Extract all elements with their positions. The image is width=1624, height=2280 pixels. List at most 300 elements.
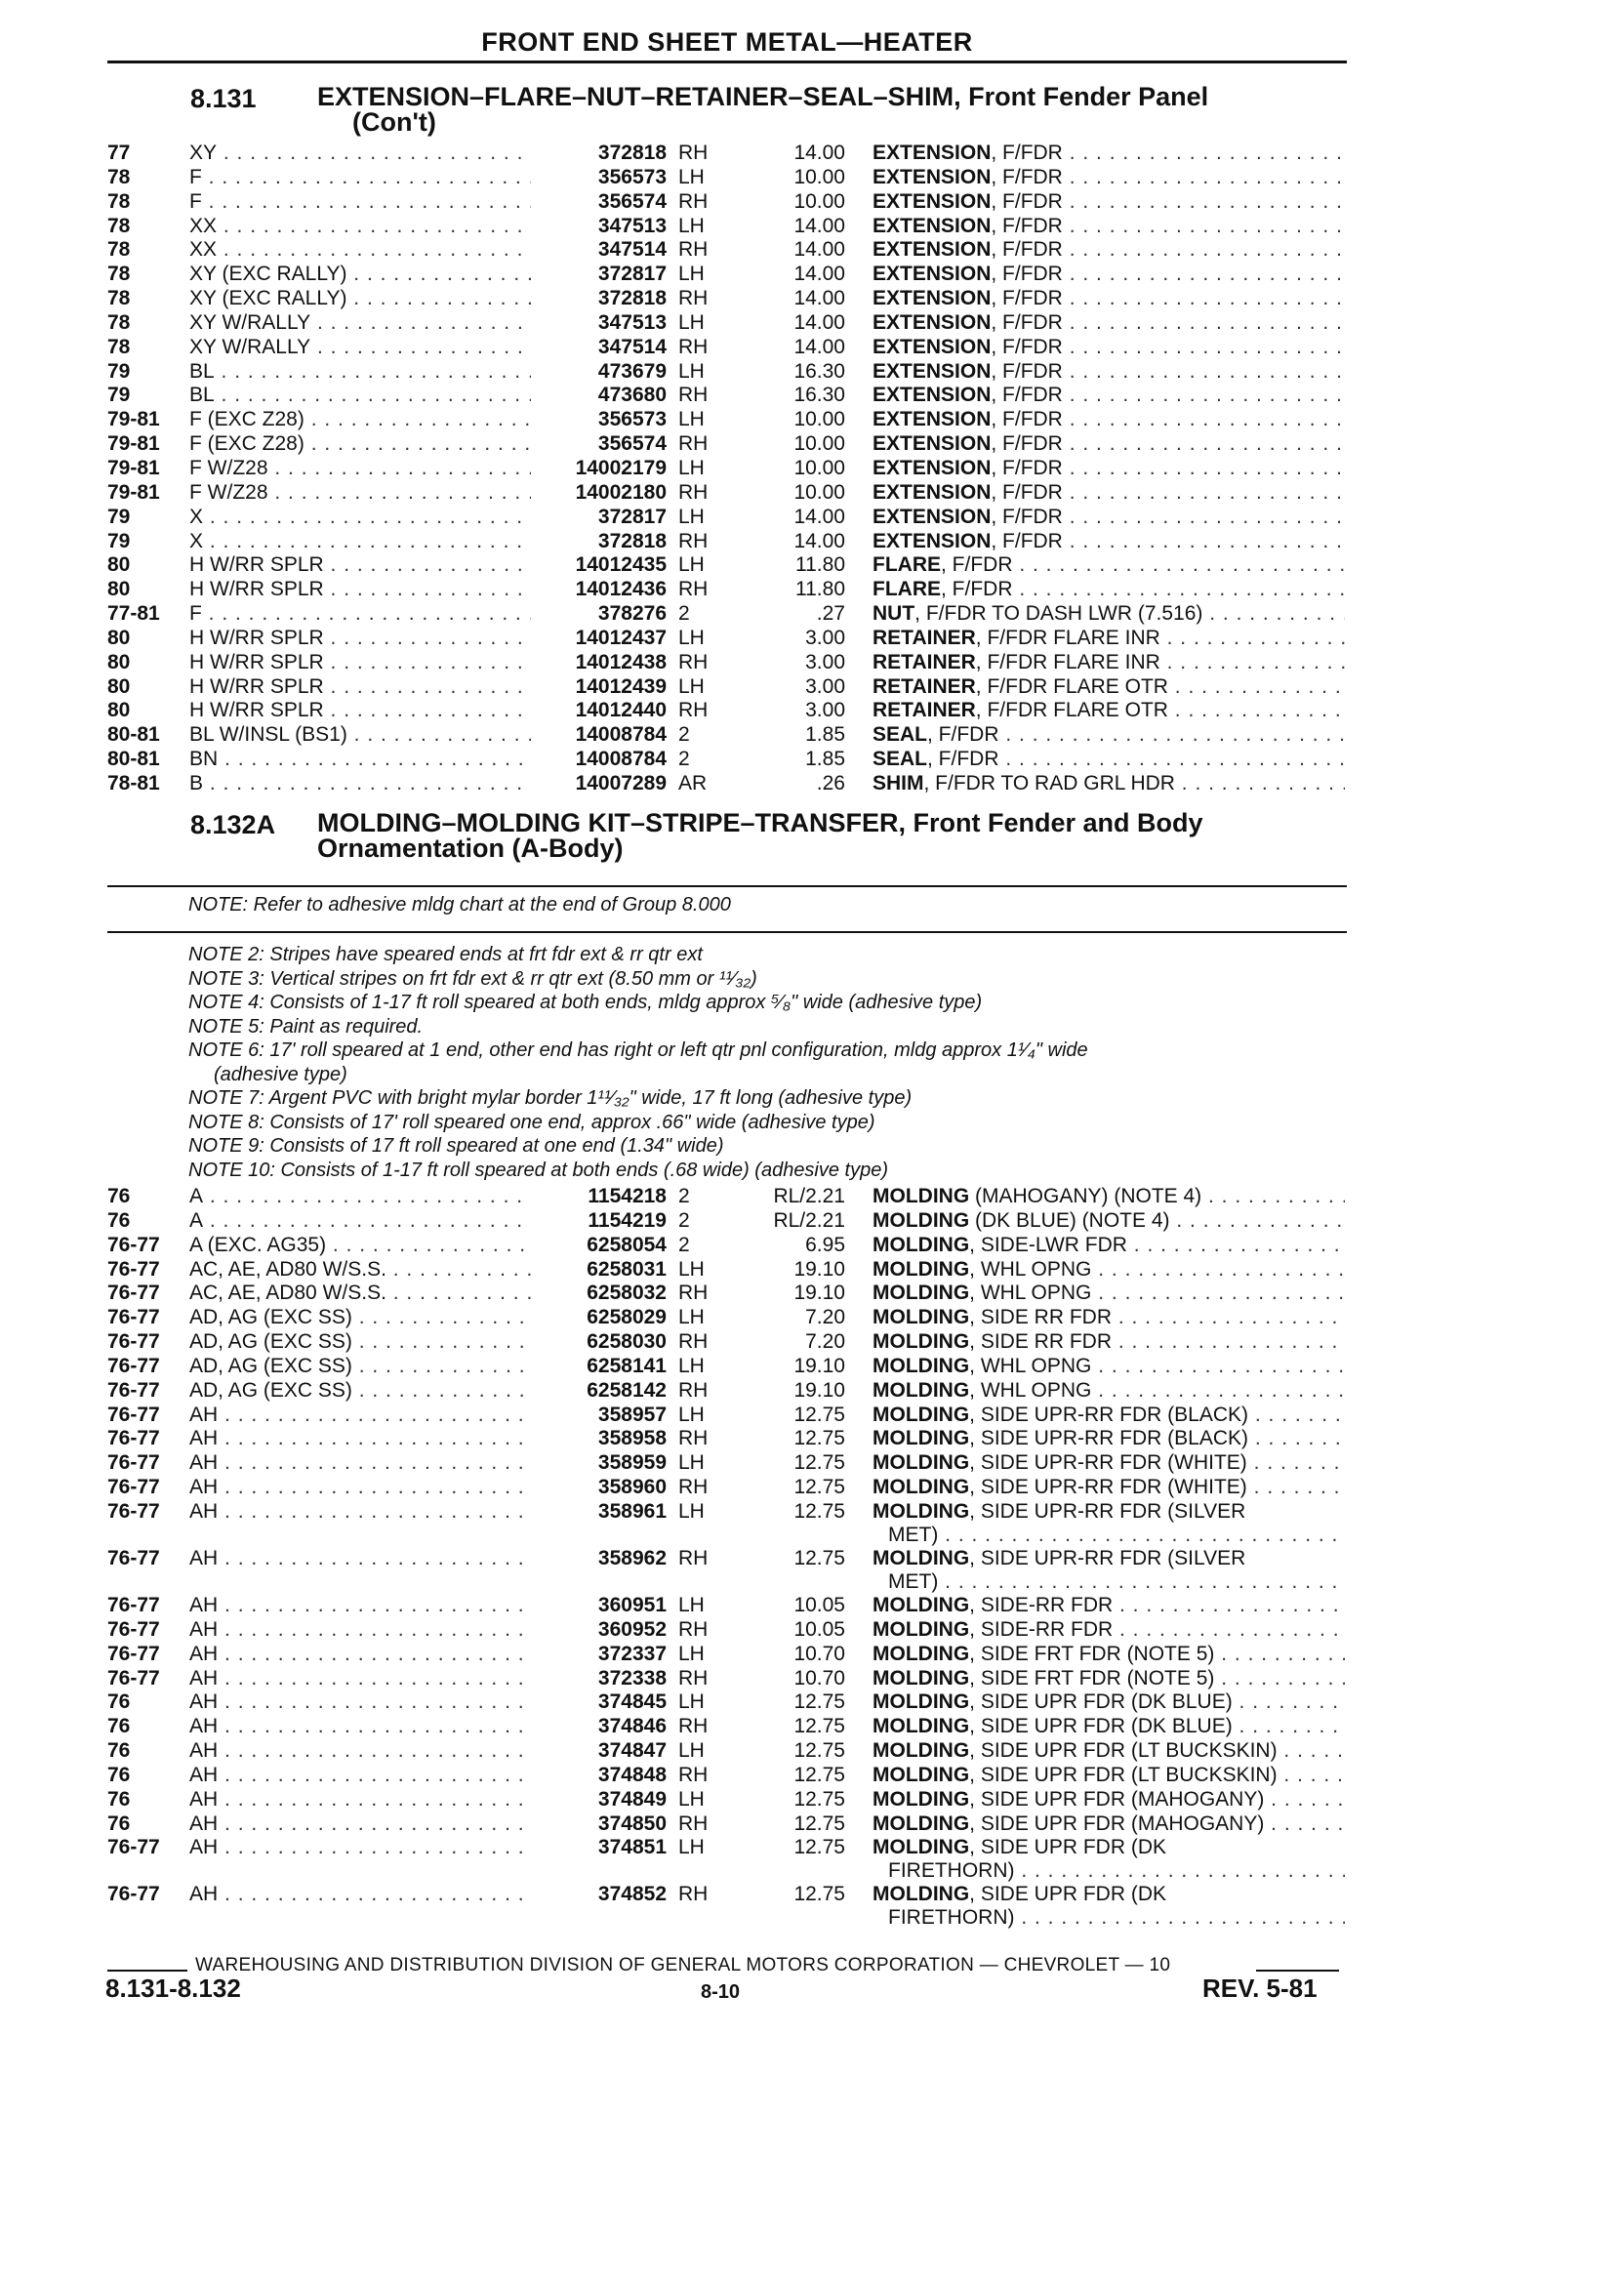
part-name-detail: , F/FDR <box>991 214 1063 237</box>
part-name-detail: , F/FDR <box>991 142 1063 164</box>
part-name-keyword: EXTENSION <box>873 238 992 262</box>
parts-row <box>0 1330 1366 1355</box>
part-name <box>873 1764 1345 1788</box>
side-or-quantity: LH <box>678 1403 705 1426</box>
part-name-keyword: MOLDING <box>873 1403 970 1426</box>
price: .27 <box>816 602 845 626</box>
series-description: AH . . . <box>189 1618 531 1643</box>
part-name-detail: , SIDE UPR FDR (LT BUCKSKIN) <box>969 1739 1278 1763</box>
footer-section-range: 8.131-8.132 <box>105 1974 241 2003</box>
part-number: 356573 <box>597 165 667 188</box>
side-or-quantity: LH <box>678 674 705 698</box>
side-or-quantity: 2 <box>678 1185 690 1207</box>
side-or-quantity: RH <box>678 699 709 722</box>
side-or-quantity: 2 <box>678 748 690 771</box>
series-description: X . . . <box>189 530 531 554</box>
series-description: H W/RR SPLR . . . <box>189 627 531 651</box>
part-number: 14012440 <box>575 699 667 722</box>
price: 12.75 <box>793 1546 845 1569</box>
part-number: 374847 <box>597 1739 667 1763</box>
part-name-keyword: EXTENSION <box>873 142 992 164</box>
series-description: AC, AE, AD80 W/S.S. . . . <box>189 1258 531 1282</box>
side-or-quantity: LH <box>678 1257 705 1281</box>
side-or-quantity: RH <box>678 1617 709 1641</box>
part-name <box>873 1883 1345 1907</box>
part-name <box>873 1355 1345 1379</box>
series-description: XY W/RALLY . . . <box>189 336 531 360</box>
price: 3.00 <box>805 699 845 722</box>
part-name-keyword: SHIM <box>873 771 924 794</box>
model-year: 80 <box>107 674 131 698</box>
part-name-keyword: MOLDING <box>873 1233 970 1256</box>
side-or-quantity: LH <box>678 214 705 237</box>
series-description: BL W/INSL (BS1) . . . <box>189 723 531 748</box>
price: 12.75 <box>793 1690 845 1714</box>
part-name <box>873 457 1345 481</box>
part-name-keyword: MOLDING <box>873 1593 970 1616</box>
model-year: 76 <box>107 1739 131 1763</box>
part-number: 6258142 <box>587 1378 667 1402</box>
part-name <box>873 408 1345 432</box>
parts-row <box>0 699 1366 723</box>
part-name <box>873 1282 1345 1306</box>
part-name <box>873 1643 1345 1667</box>
part-name-keyword: EXTENSION <box>873 480 992 504</box>
part-name-detail: , F/FDR <box>991 408 1063 431</box>
part-number: 374846 <box>597 1715 667 1738</box>
price: 12.75 <box>793 1763 845 1786</box>
section-8132-title-line2: Ornamentation (A-Body) <box>317 834 624 863</box>
parts-row <box>0 1355 1366 1379</box>
model-year: 76 <box>107 1185 131 1207</box>
model-year: 76-77 <box>107 1546 160 1569</box>
part-name-keyword: FLARE <box>873 578 941 601</box>
price: 14.00 <box>793 505 845 528</box>
parts-row <box>0 627 1366 651</box>
part-name-keyword: MOLDING <box>873 1787 970 1811</box>
part-name <box>873 723 1345 748</box>
part-name-detail: , SIDE UPR FDR (MAHOGANY) <box>969 1787 1265 1811</box>
part-name-keyword: RETAINER <box>873 674 976 698</box>
model-year: 76-77 <box>107 1233 160 1256</box>
part-name <box>873 1547 1345 1571</box>
part-name <box>873 1667 1345 1691</box>
part-name-detail: , F/FDR <box>991 456 1063 479</box>
series-description: XY (EXC RALLY) . . . <box>189 263 531 287</box>
part-number: 374851 <box>597 1836 667 1859</box>
model-year: 77-81 <box>107 602 160 626</box>
part-name <box>873 190 1345 215</box>
price: 12.75 <box>793 1836 845 1859</box>
part-name-detail: , F/FDR <box>991 238 1063 262</box>
side-or-quantity: RH <box>678 287 709 310</box>
price: 3.00 <box>805 626 845 649</box>
price: 10.70 <box>793 1666 845 1690</box>
part-name-detail: , SIDE UPR-RR FDR (WHITE) <box>969 1476 1247 1499</box>
part-name <box>873 384 1345 408</box>
model-year: 76-77 <box>107 1666 160 1690</box>
model-year: 78 <box>107 287 131 310</box>
part-name-keyword: FLARE <box>873 553 941 577</box>
parts-row <box>0 1836 1366 1883</box>
part-name-keyword: MOLDING <box>873 1427 970 1450</box>
part-name-detail: , SIDE-RR FDR <box>969 1617 1114 1641</box>
model-year: 76-77 <box>107 1282 160 1305</box>
part-number: 378276 <box>597 602 667 626</box>
price: 12.75 <box>793 1499 845 1523</box>
parts-row <box>0 506 1366 530</box>
part-name-keyword: MOLDING <box>873 1642 970 1665</box>
price: 14.00 <box>793 529 845 552</box>
side-or-quantity: RH <box>678 1883 709 1906</box>
side-or-quantity: RH <box>678 1378 709 1402</box>
model-year: 79 <box>107 359 131 383</box>
side-or-quantity: RH <box>678 142 709 164</box>
parts-row <box>0 142 1366 166</box>
part-number: 358961 <box>597 1499 667 1523</box>
side-or-quantity: LH <box>678 553 705 577</box>
series-description: BL . . . <box>189 384 531 408</box>
part-name-keyword: EXTENSION <box>873 189 992 213</box>
part-number: 347514 <box>597 238 667 262</box>
part-name-keyword: EXTENSION <box>873 335 992 358</box>
part-name-continuation: MET) . . . <box>888 1570 1345 1595</box>
section-8131-title-line1: EXTENSION–FLARE–NUT–RETAINER–SEAL–SHIM, Front Fender Panel <box>317 82 1209 111</box>
side-or-quantity: RH <box>678 1330 709 1354</box>
series-description: F W/Z28 . . . <box>189 481 531 506</box>
model-year: 76 <box>107 1715 131 1738</box>
part-name-detail: , F/FDR <box>991 384 1063 407</box>
series-description: H W/RR SPLR . . . <box>189 675 531 700</box>
section-8131-title <box>317 84 1371 135</box>
part-number: 347514 <box>597 335 667 358</box>
part-number: 14012438 <box>575 650 667 673</box>
part-number: 374848 <box>597 1763 667 1786</box>
side-or-quantity: LH <box>678 1787 705 1811</box>
side-or-quantity: RH <box>678 432 709 456</box>
side-or-quantity: RH <box>678 529 709 552</box>
part-name-keyword: EXTENSION <box>873 529 992 552</box>
part-number: 358959 <box>597 1451 667 1475</box>
parts-row <box>0 1715 1366 1739</box>
part-number: 6258030 <box>587 1330 667 1354</box>
part-name-keyword: RETAINER <box>873 626 976 649</box>
part-name <box>873 1379 1345 1404</box>
part-number: 374850 <box>597 1812 667 1835</box>
part-name-detail: , F/FDR <box>991 529 1063 552</box>
part-name-detail: , WHL OPNG <box>969 1354 1092 1377</box>
part-number: 372817 <box>597 505 667 528</box>
part-name-detail: , SIDE RR FDR <box>969 1306 1112 1329</box>
side-or-quantity: RH <box>678 1666 709 1690</box>
part-name-continuation: MET) . . . <box>888 1524 1345 1548</box>
side-or-quantity: RH <box>678 650 709 673</box>
part-name <box>873 1330 1345 1355</box>
part-name-keyword: EXTENSION <box>873 214 992 237</box>
model-year: 80-81 <box>107 723 160 747</box>
price: 12.75 <box>793 1715 845 1738</box>
part-name <box>873 360 1345 385</box>
price: 10.05 <box>793 1617 845 1641</box>
price: 3.00 <box>805 650 845 673</box>
part-name <box>873 772 1345 796</box>
parts-row <box>0 1306 1366 1330</box>
parts-row <box>0 1451 1366 1476</box>
parts-row <box>0 1618 1366 1643</box>
parts-row <box>0 263 1366 287</box>
part-name <box>873 1836 1345 1860</box>
part-number: 374849 <box>597 1787 667 1811</box>
part-name-detail: , F/FDR TO RAD GRL HDR <box>923 771 1175 794</box>
notes-list <box>188 943 1360 1182</box>
model-year: 79 <box>107 384 131 407</box>
side-or-quantity: LH <box>678 1306 705 1329</box>
part-name <box>873 263 1345 287</box>
section-8131-rows <box>0 142 1366 796</box>
part-number: 360952 <box>597 1617 667 1641</box>
section-8132-title-line1: MOLDING–MOLDING KIT–STRIPE–TRANSFER, Front Fender and Body <box>317 808 1203 837</box>
model-year: 78-81 <box>107 771 160 794</box>
series-description: AH . . . <box>189 1427 531 1451</box>
note-line: NOTE 7: Argent PVC with bright mylar border 1¹¹⁄₃₂" wide, 17 ft long (adhesive type) <box>188 1087 913 1109</box>
parts-row <box>0 384 1366 408</box>
part-name <box>873 1788 1345 1812</box>
parts-row <box>0 1234 1366 1258</box>
model-year: 80-81 <box>107 748 160 771</box>
part-name <box>873 1500 1345 1525</box>
part-name-detail: , WHL OPNG <box>969 1378 1092 1402</box>
part-name-keyword: MOLDING <box>873 1282 970 1305</box>
series-description: AH . . . <box>189 1404 531 1428</box>
part-number: 14002180 <box>575 480 667 504</box>
price: 12.75 <box>793 1427 845 1450</box>
note-line: NOTE 3: Vertical stripes on frt fdr ext & rr qtr ext (8.50 mm or ¹¹⁄₃₂) <box>188 967 757 990</box>
part-name-keyword: MOLDING <box>873 1715 970 1738</box>
part-name <box>873 1715 1345 1739</box>
part-name-detail: , F/FDR <box>991 480 1063 504</box>
part-name-detail: , F/FDR <box>991 165 1063 188</box>
price: 14.00 <box>793 310 845 334</box>
part-number: 1154219 <box>588 1208 667 1232</box>
part-name-keyword: MOLDING <box>873 1617 970 1641</box>
model-year: 79-81 <box>107 432 160 456</box>
model-year: 78 <box>107 310 131 334</box>
side-or-quantity: LH <box>678 505 705 528</box>
part-name <box>873 1209 1345 1234</box>
price: 14.00 <box>793 214 845 237</box>
model-year: 77 <box>107 142 131 164</box>
part-number: 372818 <box>597 142 667 164</box>
model-year: 76-77 <box>107 1593 160 1616</box>
parts-row <box>0 1788 1366 1812</box>
part-name <box>873 1185 1345 1209</box>
note-line: NOTE 9: Consists of 17 ft roll speared at one end (1.34" wide) <box>188 1135 724 1157</box>
part-name-detail: , F/FDR <box>941 578 1013 601</box>
price: 10.00 <box>793 408 845 431</box>
side-or-quantity: RH <box>678 384 709 407</box>
part-name-detail: , SIDE UPR-RR FDR (SILVER <box>969 1546 1246 1569</box>
model-year: 76-77 <box>107 1378 160 1402</box>
model-year: 80 <box>107 650 131 673</box>
side-or-quantity: AR <box>678 771 708 794</box>
part-number: 358960 <box>597 1476 667 1499</box>
part-number: 374845 <box>597 1690 667 1714</box>
price: 14.00 <box>793 335 845 358</box>
part-name-detail: , SIDE UPR-RR FDR (BLACK) <box>969 1427 1249 1450</box>
part-number: 372817 <box>597 263 667 286</box>
parts-row <box>0 215 1366 239</box>
part-name <box>873 1690 1345 1715</box>
part-number: 358958 <box>597 1427 667 1450</box>
part-number: 347513 <box>597 214 667 237</box>
parts-row <box>0 723 1366 748</box>
parts-row <box>0 553 1366 578</box>
model-year: 78 <box>107 335 131 358</box>
model-year: 76-77 <box>107 1451 160 1475</box>
price: 1.85 <box>805 723 845 747</box>
part-name-keyword: MOLDING <box>873 1666 970 1690</box>
series-description: F . . . <box>189 166 531 190</box>
part-name <box>873 675 1345 700</box>
part-name-keyword: EXTENSION <box>873 456 992 479</box>
series-description: F . . . <box>189 190 531 215</box>
part-number: 473680 <box>597 384 667 407</box>
part-name <box>873 238 1345 263</box>
part-name-keyword: EXTENSION <box>873 310 992 334</box>
part-name-keyword: SEAL <box>873 748 928 771</box>
part-number: 372337 <box>597 1642 667 1665</box>
part-number: 6258141 <box>587 1354 667 1377</box>
notes-bottom-rule <box>107 931 1347 933</box>
part-name-keyword: MOLDING <box>873 1330 970 1354</box>
model-year: 79 <box>107 505 131 528</box>
part-number: 358957 <box>597 1403 667 1426</box>
price: 14.00 <box>793 287 845 310</box>
price: 11.80 <box>795 578 845 601</box>
price: 19.10 <box>793 1257 845 1281</box>
side-or-quantity: LH <box>678 1499 705 1523</box>
part-name-keyword: MOLDING <box>873 1883 970 1906</box>
part-name-detail: , SIDE UPR FDR (DK BLUE) <box>969 1690 1233 1714</box>
part-name <box>873 1812 1345 1837</box>
part-name-keyword: MOLDING <box>873 1499 970 1523</box>
parts-row <box>0 530 1366 554</box>
parts-row <box>0 1185 1366 1209</box>
price: 16.30 <box>793 384 845 407</box>
model-year: 76-77 <box>107 1883 160 1906</box>
model-year: 76 <box>107 1812 131 1835</box>
part-name-keyword: MOLDING <box>873 1812 970 1835</box>
price: 3.00 <box>805 674 845 698</box>
parts-row <box>0 772 1366 796</box>
part-name-detail: , SIDE FRT FDR (NOTE 5) <box>969 1642 1215 1665</box>
part-name-keyword: MOLDING <box>873 1208 970 1232</box>
price: 10.70 <box>793 1642 845 1665</box>
parts-row <box>0 360 1366 385</box>
parts-row <box>0 311 1366 336</box>
model-year: 76 <box>107 1690 131 1714</box>
series-description: AD, AG (EXC SS) . . . <box>189 1379 531 1404</box>
note-line: (adhesive type) <box>214 1063 347 1085</box>
note-line: NOTE 8: Consists of 17' roll speared one end, approx .66" wide (adhesive type) <box>188 1111 875 1133</box>
price: 12.75 <box>793 1883 845 1906</box>
part-number: 14008784 <box>575 748 667 771</box>
series-description: XY . . . <box>189 142 531 166</box>
part-number: 374852 <box>597 1883 667 1906</box>
side-or-quantity: LH <box>678 1690 705 1714</box>
footer-page-number: 8-10 <box>701 1981 741 2003</box>
parts-row <box>0 336 1366 360</box>
part-number: 14008784 <box>575 723 667 747</box>
price: 1.85 <box>805 748 845 771</box>
price: 10.00 <box>793 432 845 456</box>
series-description: A . . . <box>189 1209 531 1234</box>
series-description: B . . . <box>189 772 531 796</box>
side-or-quantity: LH <box>678 359 705 383</box>
part-name <box>873 1451 1345 1476</box>
part-name-detail: , SIDE FRT FDR (NOTE 5) <box>969 1666 1215 1690</box>
model-year: 80 <box>107 553 131 577</box>
side-or-quantity: LH <box>678 408 705 431</box>
series-description: AH . . . <box>189 1476 531 1500</box>
part-name <box>873 1258 1345 1282</box>
model-year: 79 <box>107 529 131 552</box>
part-name <box>873 336 1345 360</box>
part-name-keyword: MOLDING <box>873 1306 970 1329</box>
side-or-quantity: LH <box>678 1354 705 1377</box>
side-or-quantity: LH <box>678 310 705 334</box>
part-number: 356574 <box>597 432 667 456</box>
side-or-quantity: RH <box>678 189 709 213</box>
price: 10.00 <box>793 189 845 213</box>
price: 14.00 <box>793 263 845 286</box>
part-number: 1154218 <box>588 1185 667 1207</box>
price: .26 <box>816 771 845 794</box>
side-or-quantity: 2 <box>678 1233 690 1256</box>
parts-row <box>0 1258 1366 1282</box>
side-or-quantity: RH <box>678 1763 709 1786</box>
model-year: 76-77 <box>107 1617 160 1641</box>
part-name-keyword: MOLDING <box>873 1185 970 1207</box>
part-number: 372818 <box>597 529 667 552</box>
parts-row <box>0 1690 1366 1715</box>
part-name-keyword: EXTENSION <box>873 165 992 188</box>
part-name-detail: (DK BLUE) (NOTE 4) <box>969 1208 1170 1232</box>
note-line: NOTE 10: Consists of 1-17 ft roll speared at both ends (.68 wide) (adhesive type) <box>188 1159 889 1181</box>
part-name-detail: , F/FDR <box>991 189 1063 213</box>
part-number: 6258031 <box>587 1257 667 1281</box>
section-8132-title <box>317 810 1371 861</box>
part-name-keyword: EXTENSION <box>873 432 992 456</box>
parts-row <box>0 1883 1366 1930</box>
parts-row <box>0 238 1366 263</box>
part-name-detail: , F/FDR <box>991 432 1063 456</box>
part-name-detail: , SIDE UPR FDR (DK <box>969 1883 1167 1906</box>
part-number: 372338 <box>597 1666 667 1690</box>
model-year: 76-77 <box>107 1306 160 1329</box>
series-description: AH . . . <box>189 1667 531 1691</box>
series-description: BN . . . <box>189 748 531 772</box>
part-name-keyword: SEAL <box>873 723 928 747</box>
note-main: NOTE: Refer to adhesive mldg chart at the end of Group 8.000 <box>188 894 731 916</box>
price: 12.75 <box>793 1403 845 1426</box>
price: 11.80 <box>795 553 845 577</box>
series-description: AD, AG (EXC SS) . . . <box>189 1306 531 1330</box>
side-or-quantity: RH <box>678 1812 709 1835</box>
parts-row <box>0 1500 1366 1547</box>
price: 12.75 <box>793 1476 845 1499</box>
part-name-keyword: EXTENSION <box>873 384 992 407</box>
